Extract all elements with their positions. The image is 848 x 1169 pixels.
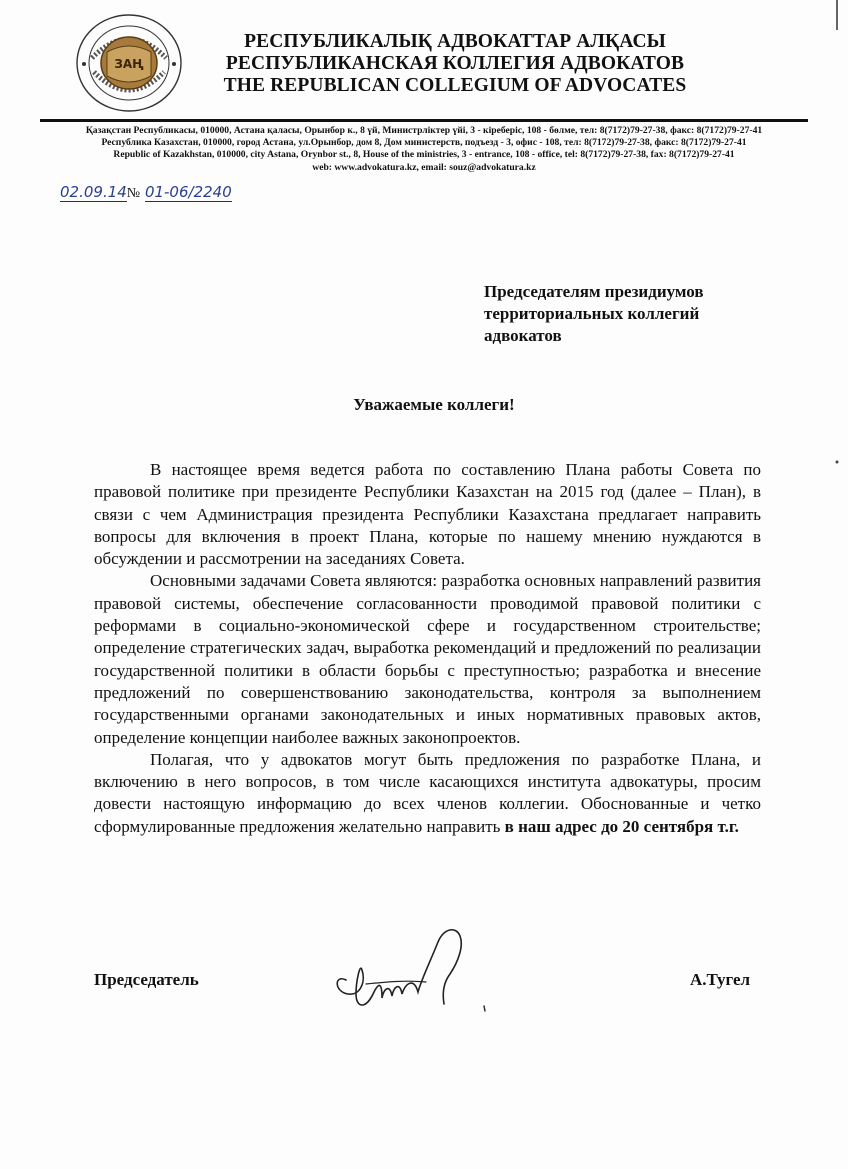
address-en: Republic of Kazakhstan, 010000, city Astana, Orynbor st., 8, House of the ministries, 3 - entrance, 108 - office, tel: 8(7172)79-27-38, fax: 8(7172)79-27-41 [113,149,735,161]
web-contacts: web: www.advokatura.kz, email: souz@advokatura.kz [312,161,536,173]
body-paragraph: В настоящее время ведется работа по составлению Плана работы Совета по правовой политике при президенте Республики Казахстан на 2015 год (далее – План), в связи с чем Администрация президента Республики Казахстана предлагает направить вопросы для включения в проект Плана, которые по нашему мнению нуждаются в обсуждении и рассмотрении на заседаниях Совета. [94,460,761,569]
address-ru: Республика Казахстан, 010000, город Астана, ул.Орынбор, дом 8, Дом министерств, подъезд - 3, офис - 108, тел: 8(7172)79-27-38, факс: 8(7172)79-27-41 [101,137,747,149]
org-name-kz: РЕСПУБЛИКАЛЫҚ АДВОКАТТАР АЛҚАСЫ [244,31,666,52]
collegium-seal-logo [74,12,184,114]
handwritten-signature [326,922,516,1022]
organization-name [215,31,695,97]
signatory-name: А.Тугел [690,970,751,989]
letter-body [94,459,761,838]
header-divider [40,119,808,122]
address-kz: Қазақстан Республикасы, 010000, Астана қаласы, Орынбор к., 8 үй, Министрліктер үйі, 3 - кіреберіс, 108 - бөлме, тел: 8(7172)79-27-38, факс: 8(7172)79-27-41 [85,125,763,136]
body-paragraph [94,749,761,838]
addressee-line: Председателям президиумов [484,282,704,301]
addressee-block [484,281,704,347]
deadline-text: в наш адрес до 20 сентября т.г. [504,816,739,836]
registration-number [60,183,232,202]
outgoing-number: 01-06/2240 [144,183,232,201]
address-block [38,125,810,174]
signatory-position: Председатель [94,970,199,989]
registration-date: 02.09.14 [60,183,127,201]
org-name-en: THE REPUBLICAN COLLEGIUM OF ADVOCATES [223,75,687,96]
addressee-line: адвокатов [484,326,562,345]
paragraph-text: Полагая, что у адвокатов могут быть предложения по разработке Плана, и включению в него вопросов, в том числе касающихся института адвокатуры, просим довести настоящую информацию до всех членов коллегии. Обоснованные и четко сформулированные предложения желательно направить [94,749,761,836]
addressee-line: территориальных коллегий [484,304,700,323]
svg-text:ЗАҢ: ЗАҢ [114,57,144,71]
number-sign: № [126,186,141,201]
org-name-ru: РЕСПУБЛИКАНСКАЯ КОЛЛЕГИЯ АДВОКАТОВ [225,53,685,74]
scan-edge-mark [831,0,848,1169]
body-paragraph: Основными задачами Совета являются: разработка основных направлений развития правовой системы, обеспечение согласованности проводимой правовой политики с реформами в социально-экономической сфере и государственном строительстве; определение стратегических задач, выработка рекомендаций и предложений по реализации государственной политики в области борьбы с преступностью; разработка и внесение предложений по совершенствованию законодательства, контроля за выполнением государственными органами законодательных и иных нормативных правовых актов, определение концепции наиболее важных законопроектов. [94,571,761,747]
salutation: Уважаемые коллеги! [353,395,515,414]
